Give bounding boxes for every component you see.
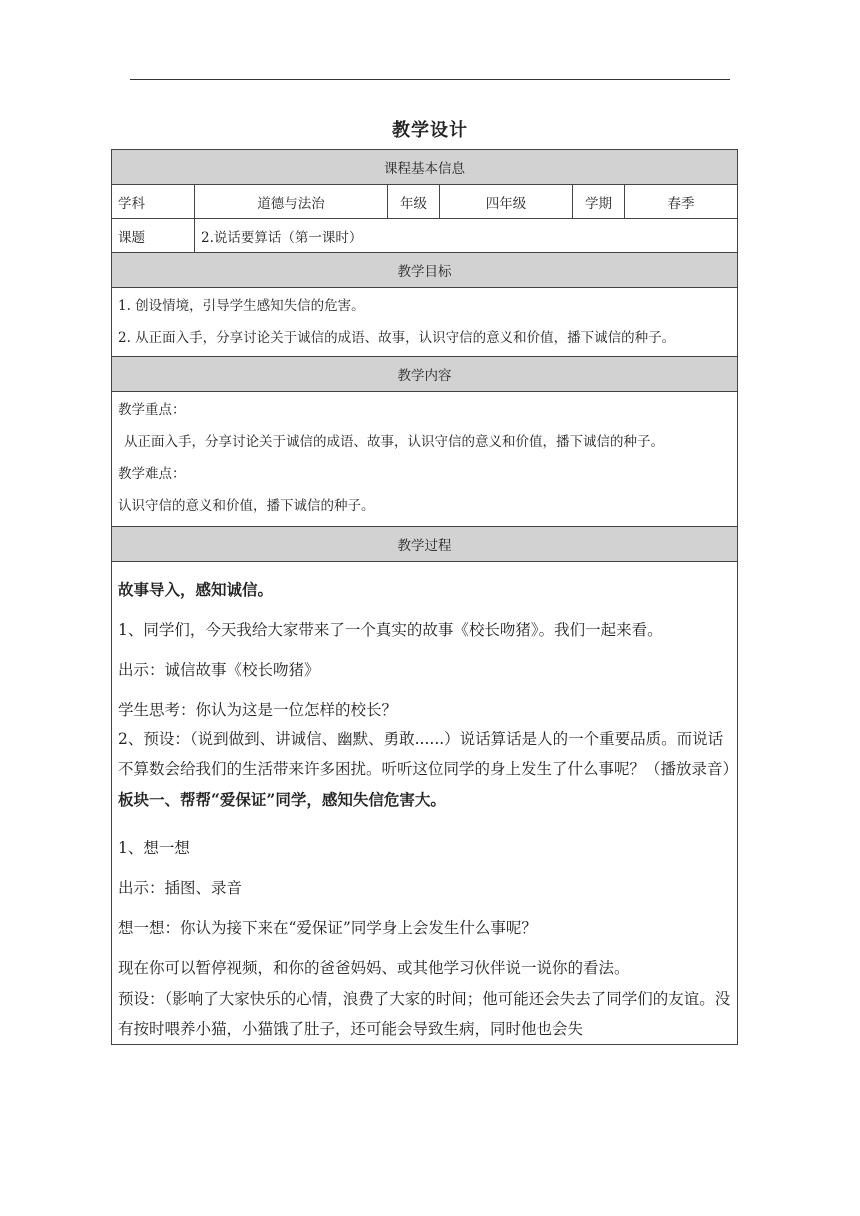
- section-content: 教学内容: [112, 357, 738, 392]
- subject-value: 道德与法治: [195, 185, 388, 219]
- topic-value: 2.说话要算话（第一课时）: [195, 219, 738, 253]
- process-paragraph: 出示：插图、录音: [118, 879, 243, 897]
- process-heading: 板块一、帮帮“爱保证”同学，感知失信危害大。: [118, 790, 446, 809]
- goal-item: 2. 从正面入手，分享讨论关于诚信的成语、故事，认识守信的意义和价值，播下诚信的种子。: [118, 330, 676, 346]
- grade-label: 年级: [388, 185, 440, 219]
- content-cell: [112, 392, 738, 527]
- grade-value: 四年级: [440, 185, 573, 219]
- difficult-point-label: 教学难点：: [118, 466, 186, 482]
- process-paragraph: 1、同学们，今天我给大家带来了一个真实的故事《校长吻猪》。我们一起来看。: [118, 621, 663, 639]
- term-label: 学期: [573, 185, 625, 219]
- key-point-text: 从正面入手，分享讨论关于诚信的成语、故事，认识守信的意义和价值，播下诚信的种子。: [124, 434, 664, 450]
- section-process: 教学过程: [112, 527, 738, 562]
- process-paragraph: 学生思考：你认为这是一位怎样的校长？: [118, 701, 398, 719]
- process-paragraph: 出示：诚信故事《校长吻猪》: [118, 661, 320, 679]
- subject-label: 学科: [112, 185, 195, 219]
- process-paragraph: 1、想一想: [118, 839, 190, 857]
- process-cell: [112, 562, 738, 1045]
- document-title: 教学设计: [392, 120, 468, 141]
- difficult-point-text: 认识守信的意义和价值，播下诚信的种子。: [118, 498, 375, 514]
- process-paragraph: 预设：（影响了大家快乐的心情，浪费了大家的时间；他可能还会失去了同学们的友谊。没有按时喂养小猫，小猫饿了肚子，还可能会导致生病，同时他也会失: [118, 990, 731, 1038]
- goals-cell: [112, 288, 738, 357]
- process-paragraph: 2、预设：（说到做到、讲诚信、幽默、勇敢......）说话算话是人的一个重要品质。而说话不算数会给我们的生活带来许多困扰。听听这位同学的身上发生了什么事呢？（播放录音）: [118, 730, 739, 778]
- process-heading: 故事导入，感知诚信。: [118, 580, 274, 599]
- term-value: 春季: [625, 185, 738, 219]
- process-paragraph: 现在你可以暂停视频，和你的爸爸妈妈、或其他学习伙伴说一说你的看法。: [118, 959, 630, 977]
- lesson-plan-table: [111, 149, 738, 1045]
- goal-item: 1. 创设情境，引导学生感知失信的危害。: [118, 298, 365, 314]
- section-goals: 教学目标: [112, 253, 738, 288]
- header-rule: [130, 79, 730, 80]
- process-paragraph: 想一想：你认为接下来在“爱保证”同学身上会发生什么事呢？: [118, 919, 537, 937]
- key-point-label: 教学重点：: [118, 402, 186, 418]
- topic-label: 课题: [112, 219, 195, 253]
- section-basic-info: 课程基本信息: [112, 150, 738, 185]
